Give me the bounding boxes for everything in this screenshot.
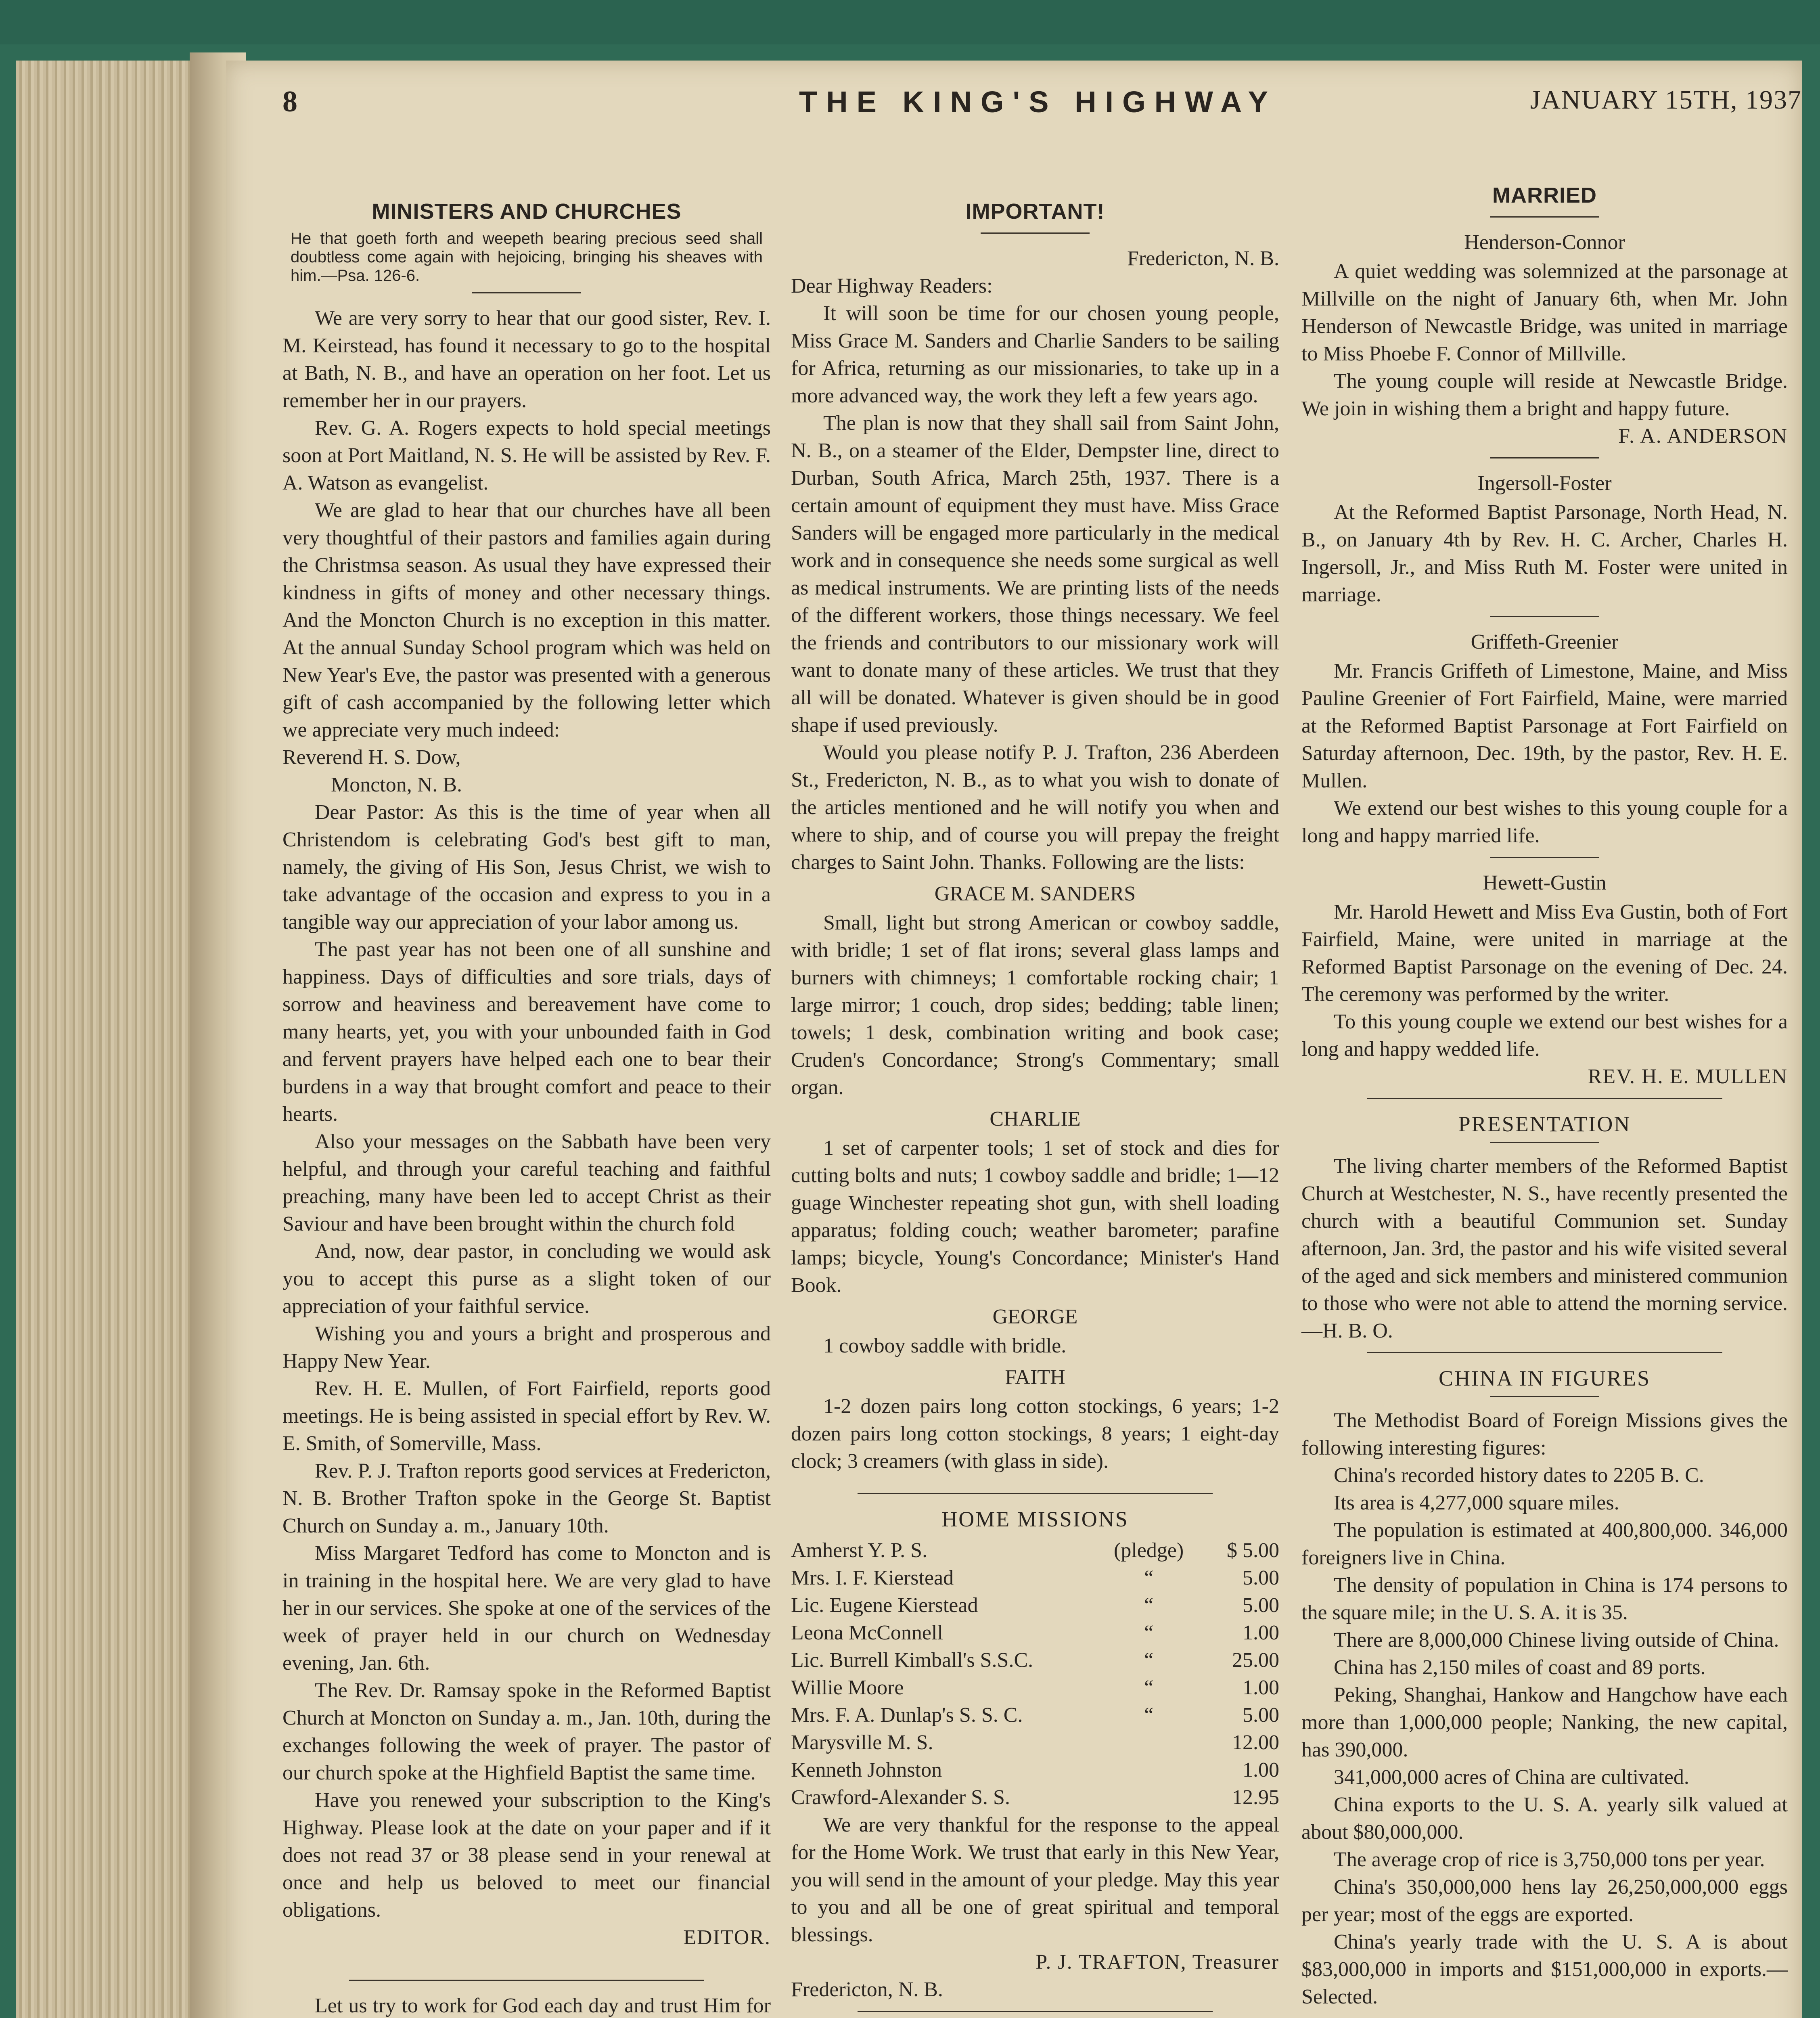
missions-row (791, 1674, 1279, 1702)
missions-pledge-mark (1114, 1729, 1184, 1756)
paragraph: Mr. Francis Griffeth of Limestone, Maine, and Miss Pauline Greenier of Fort Fairfield, Maine, were married at the Reformed Baptist Parsonage at Fort Fairfield on Saturday afternoon, Dec. 19th, by the pastor, Rev. H. E. Mullen. (1301, 659, 1788, 792)
paragraph: The young couple will reside at Newcastle Bridge. We join in wishing them a bright and happy future. (1301, 370, 1788, 420)
paragraph: Mr. Harold Hewett and Miss Eva Gustin, both of Fort Fairfield, Maine, were united in marriage at the Reformed Baptist Parsonage on the evening of Dec. 24. The ceremony was performed by the writer. (1301, 900, 1788, 1006)
paragraph: To this young couple we extend our best wishes for a long and happy wedded life. (1301, 1010, 1788, 1061)
letter-place: Moncton, N. B. (331, 773, 462, 796)
missions-amount: 1.00 (1243, 1758, 1279, 1781)
issue-date: JANUARY 15TH, 1937 (1530, 85, 1802, 115)
wedding-heading: Henderson-Connor (1464, 231, 1625, 254)
missions-row (791, 1647, 1279, 1674)
missions-row (791, 1729, 1279, 1756)
section-title: IMPORTANT! (965, 199, 1105, 224)
missions-pledge-mark (1114, 1784, 1184, 1811)
list-paragraph: Small, light but strong American or cowboy saddle, with bridle; 1 set of flat irons; several glass lamps and burners with chimneys; 1 comfortable rocking chair; 1 large mirror; 1 couch, drop sides; bedding; table linen; towels; 1 desk, combination writing and book case; Cruden's Concordance; Strong's Commentary; small organ. (791, 911, 1279, 1099)
missions-row (791, 1702, 1279, 1729)
missions-pledge-mark: “ (1144, 1594, 1154, 1617)
missions-amount: 5.00 (1243, 1566, 1279, 1589)
missions-donor: Mrs. F. A. Dunlap's S. S. C. (791, 1704, 1023, 1727)
china-fact: China's recorded history dates to 2205 B. C. (1334, 1464, 1704, 1487)
paragraph: A quiet wedding was solemnized at the parsonage at Millville on the night of January 6th, when Mr. John Henderson of Newcastle Bridge, was united in marriage to Miss Phoebe F. Connor of Millville. (1301, 260, 1788, 365)
missions-amount: 12.95 (1232, 1786, 1279, 1809)
paragraph: Rev. G. A. Rogers expects to hold special meetings soon at Port Maitland, N. S. He will be assisted by Rev. F. A. Watson as evangelist. (282, 417, 771, 494)
missions-donor: Leona McConnell (791, 1621, 943, 1644)
missions-row (791, 1619, 1279, 1647)
missions-donor: Marysville M. S. (791, 1731, 933, 1754)
missions-row (791, 1537, 1279, 1564)
missions-donor: Kenneth Johnston (791, 1758, 942, 1781)
column-ministers-and-churches (282, 198, 771, 2018)
signature: F. A. ANDERSON (1618, 425, 1788, 448)
china-fact: The density of population in China is 174 persons to the square mile; in the U. S. A. it is 35. (1301, 1574, 1788, 1624)
missions-row (791, 1592, 1279, 1619)
missions-donor: Amherst Y. P. S. (791, 1539, 928, 1562)
letter-salutation: Reverend H. S. Dow, (282, 746, 461, 769)
missions-pledge-mark: “ (1144, 1649, 1154, 1672)
paragraph: The Rev. Dr. Ramsay spoke in the Reformed Baptist Church at Moncton on Sunday a. m., Jan. 10th, during the exchanges following the week of prayer. The pastor of our church spoke at the Highfield Baptist the same time. (282, 1679, 771, 1784)
signature-place: Fredericton, N. B. (791, 1978, 943, 2001)
missions-row (791, 1756, 1279, 1784)
china-fact: There are 8,000,000 Chinese living outside of China. (1334, 1629, 1779, 1652)
china-fact: The average crop of rice is 3,750,000 tons per year. (1334, 1848, 1765, 1871)
divider (349, 1980, 704, 1981)
paragraph: Would you please notify P. J. Trafton, 236 Aberdeen St., Fredericton, N. B., as to what you wish to donate of the articles mentioned and he will notify you when and where to ship, and of course you will prepay the freight charges to Saint John. Thanks. Following are the lists: (791, 741, 1279, 874)
paragraph: The living charter members of the Reformed Baptist Church at Westchester, N. S., have recently presented the church with a beautiful Communion set. Sunday afternoon, Jan. 3rd, the pastor and his wife visited several of the aged and sick members and ministered communion to those who were not able to attend the morning service.—H. B. O. (1301, 1155, 1788, 1342)
divider (1490, 1396, 1599, 1397)
signature: REV. H. E. MULLEN (1588, 1065, 1788, 1088)
epigraph: He that goeth forth and weepeth bearing precious seed shall doubtless come again with hejoicing, bringing his sheaves with him.—Psa. 126-6. (291, 230, 763, 285)
china-fact: China has 2,150 miles of coast and 89 ports. (1334, 1656, 1706, 1679)
wedding-heading: Ingersoll-Foster (1477, 472, 1612, 495)
divider (1490, 216, 1599, 218)
home-missions-table (791, 1537, 1279, 1811)
missions-pledge-mark: (pledge) (1114, 1539, 1184, 1562)
missions-pledge-mark (1114, 1756, 1184, 1784)
list-paragraph: 1-2 dozen pairs long cotton stockings, 6 years; 1-2 dozen pairs long cotton stockings, 8 years; 1 eight-day clock; 3 creamers (with glass in side). (791, 1395, 1279, 1473)
missions-donor: Crawford-Alexander S. S. (791, 1786, 1010, 1809)
divider (1490, 616, 1599, 617)
missions-amount: 1.00 (1243, 1676, 1279, 1699)
paragraph: Wishing you and yours a bright and prosperous and Happy New Year. (282, 1322, 771, 1373)
missions-donor: Willie Moore (791, 1676, 904, 1699)
missions-amount: 1.00 (1243, 1621, 1279, 1644)
missions-pledge-mark: “ (1144, 1704, 1154, 1727)
page-number: 8 (282, 85, 297, 118)
book-cover-edge (0, 0, 1820, 44)
paragraph: It will soon be time for our chosen young people, Miss Grace M. Sanders and Charlie Sanders to be sailing for Africa, returning as our missionaries, to take up in a more advanced way, the work they left a few years ago. (791, 302, 1279, 407)
china-fact: China exports to the U. S. A. yearly silk valued at about $80,000,000. (1301, 1793, 1788, 1844)
paragraph: Dear Pastor: As this is the time of year when all Christendom is celebrating God's best gift to man, namely, the giving of His Son, Jesus Christ, we wish to take advantage of the occasion and express to you in a tangible way our appreciation of your labor among us. (282, 801, 771, 934)
divider (1490, 1142, 1599, 1143)
missions-amount: 5.00 (1243, 1594, 1279, 1617)
paragraph: Have you renewed your subscription to the King's Highway. Please look at the date on your paper and if it does not read 37 or 38 please send in your renewal at once and help us beloved to meet our financial obligations. (282, 1789, 771, 1922)
paragraph: We are very thankful for the response to the appeal for the Home Work. We trust that early in this New Year, you will send in the amount of your pledge. May this year to you and all be one of great spiritual and temporal blessings. (791, 1813, 1279, 1946)
wedding-heading: Griffeth-Greenier (1471, 630, 1619, 653)
missions-pledge-mark: “ (1144, 1566, 1154, 1589)
missions-pledge-mark: “ (1144, 1676, 1154, 1699)
china-fact: Its area is 4,277,000 square miles. (1334, 1491, 1619, 1514)
missions-donor: Lic. Eugene Kierstead (791, 1594, 978, 1617)
section-title: MARRIED (1492, 183, 1597, 207)
paragraph: We are very sorry to hear that our good sister, Rev. I. M. Keirstead, has found it necessary to go to the hospital at Bath, N. B., and have an operation on her foot. Let us remember her in our prayers. (282, 307, 771, 412)
letter-greeting: Dear Highway Readers: (791, 274, 993, 297)
paragraph: We are glad to hear that our churches have all been very thoughtful of their pastors and families again during the Christmsa season. As usual they have expressed their kindness in gifts of money and other necessary things. And the Moncton Church is no exception in this matter. At the annual Sunday School program which was held on New Year's Eve, the pastor was presented with a generous gift of cash accompanied by the following letter which we appreciate very much indeed: (282, 499, 771, 741)
missions-donor: Lic. Burrell Kimball's S.S.C. (791, 1649, 1033, 1672)
section-title: MINISTERS AND CHURCHES (372, 199, 682, 224)
paragraph: Miss Margaret Tedford has come to Moncton and is in training in the hospital here. We are very glad to have her in our services. She spoke at one of the services of the week of prayer held in our church on Wednesday evening, Jan. 6th. (282, 1542, 771, 1675)
paragraph: And, now, dear pastor, in concluding we would ask you to accept this purse as a slight token of our appreciation of your faithful service. (282, 1240, 771, 1318)
divider (981, 232, 1090, 234)
missions-amount: 25.00 (1232, 1649, 1279, 1672)
section-title: PRESENTATION (1458, 1112, 1631, 1136)
paragraph: Also your messages on the Sabbath have been very helpful, and through your careful teaching and faithful preaching, many have been led to accept Christ as their Saviour and have been brought within the church fold (282, 1130, 771, 1235)
list-heading: GRACE M. SANDERS (934, 882, 1136, 905)
paragraph: Rev. H. E. Mullen, of Fort Fairfield, reports good meetings. He is being assisted in special effort by Rev. W. E. Smith, of Somerville, Mass. (282, 1377, 771, 1455)
paragraph: At the Reformed Baptist Parsonage, North Head, N. B., on January 4th by Rev. H. C. Archer, Charles H. Ingersoll, Jr., and Miss Ruth M. Foster were united in marriage. (1301, 501, 1788, 606)
list-heading: CHARLIE (989, 1107, 1081, 1130)
letter-place: Fredericton, N. B. (1127, 247, 1279, 270)
divider (1367, 1352, 1722, 1353)
list-paragraph: 1 set of carpenter tools; 1 set of stock and dies for cutting bolts and nuts; 1 cowboy saddle and bridle; 1—12 guage Winchester repeating shot gun, with shell loading apparatus; folding couch; weather barometer; parafine lamps; bicycle, Young's Concordance; Minister's Hand Book. (791, 1137, 1279, 1297)
list-heading: FAITH (1005, 1366, 1065, 1389)
divider (1490, 457, 1599, 458)
missions-row (791, 1564, 1279, 1592)
missions-row (791, 1784, 1279, 1811)
paragraph: The past year has not been one of all sunshine and happiness. Days of difficulties and sore trials, days of sorrow and heaviness and bereavement have come to many hearts, yet, you with your unbounded faith in God and fervent prayers have helped each one to bear their burdens in a way that brought comfort and peace to their hearts. (282, 938, 771, 1126)
missions-donor: Mrs. I. F. Kierstead (791, 1566, 954, 1589)
missions-amount: 5.00 (1243, 1704, 1279, 1727)
missions-amount: 12.00 (1232, 1731, 1279, 1754)
china-fact: The population is estimated at 400,800,000. 346,000 foreigners live in China. (1301, 1519, 1788, 1569)
page-header (282, 85, 1802, 133)
column-married (1301, 182, 1788, 2018)
wedding-heading: Hewett-Gustin (1483, 871, 1607, 894)
paragraph: The plan is now that they shall sail from Saint John, N. B., on a steamer of the Elder, Dempster line, direct to Durban, South Africa, March 25th, 1937. There is a certain amount of equipment they must have. Miss Grace Sanders will be engaged more particularly in the medical work and in consequence she needs some surgical as well as medical instruments. We are printing lists of the needs of the different workers, those things necessary. We feel the friends and contributors to our missionary work will want to donate many of these articles. We trust that they all will be donated. Whatever is given should be in good shape if used previously. (791, 412, 1279, 737)
missions-amount: $ 5.00 (1227, 1539, 1279, 1562)
section-title: CHINA IN FIGURES (1438, 1366, 1651, 1390)
china-fact: Peking, Shanghai, Hankow and Hangchow have each more than 1,000,000 people; Nanking, the new capital, has 390,000. (1301, 1683, 1788, 1761)
china-fact: China's yearly trade with the U. S. A is about $83,000,000 in imports and $151,000,000 in exports.—Selected. (1301, 1930, 1788, 2008)
divider (472, 292, 581, 293)
divider (1490, 857, 1599, 858)
china-fact: China's 350,000,000 hens lay 26,250,000,000 eggs per year; most of the eggs are exported. (1301, 1876, 1788, 1926)
signature: EDITOR. (683, 1926, 771, 1949)
paragraph: Rev. P. J. Trafton reports good services at Fredericton, N. B. Brother Trafton spoke in the George St. Baptist Church on Sunday a. m., January 10th. (282, 1459, 771, 1537)
divider (858, 1493, 1213, 1494)
china-fact: The Methodist Board of Foreign Missions gives the following interesting figures: (1301, 1409, 1788, 1459)
list-paragraph: 1 cowboy saddle with bridle. (823, 1334, 1067, 1357)
column-important (791, 198, 1279, 2018)
section-title: HOME MISSIONS (941, 1507, 1129, 1531)
signature: P. J. TRAFTON, Treasurer (1036, 1951, 1279, 1974)
paragraph: We extend our best wishes to this young couple for a long and happy married life. (1301, 797, 1788, 847)
list-heading: GEORGE (992, 1305, 1078, 1328)
divider (858, 2011, 1213, 2012)
missions-pledge-mark: “ (1144, 1621, 1154, 1644)
closing-paragraph: Let us try to work for God each day and trust Him for (315, 1994, 771, 2017)
china-fact: 341,000,000 acres of China are cultivated. (1334, 1766, 1689, 1789)
masthead: THE KING'S HIGHWAY (799, 85, 1277, 119)
divider (1367, 1098, 1722, 1099)
